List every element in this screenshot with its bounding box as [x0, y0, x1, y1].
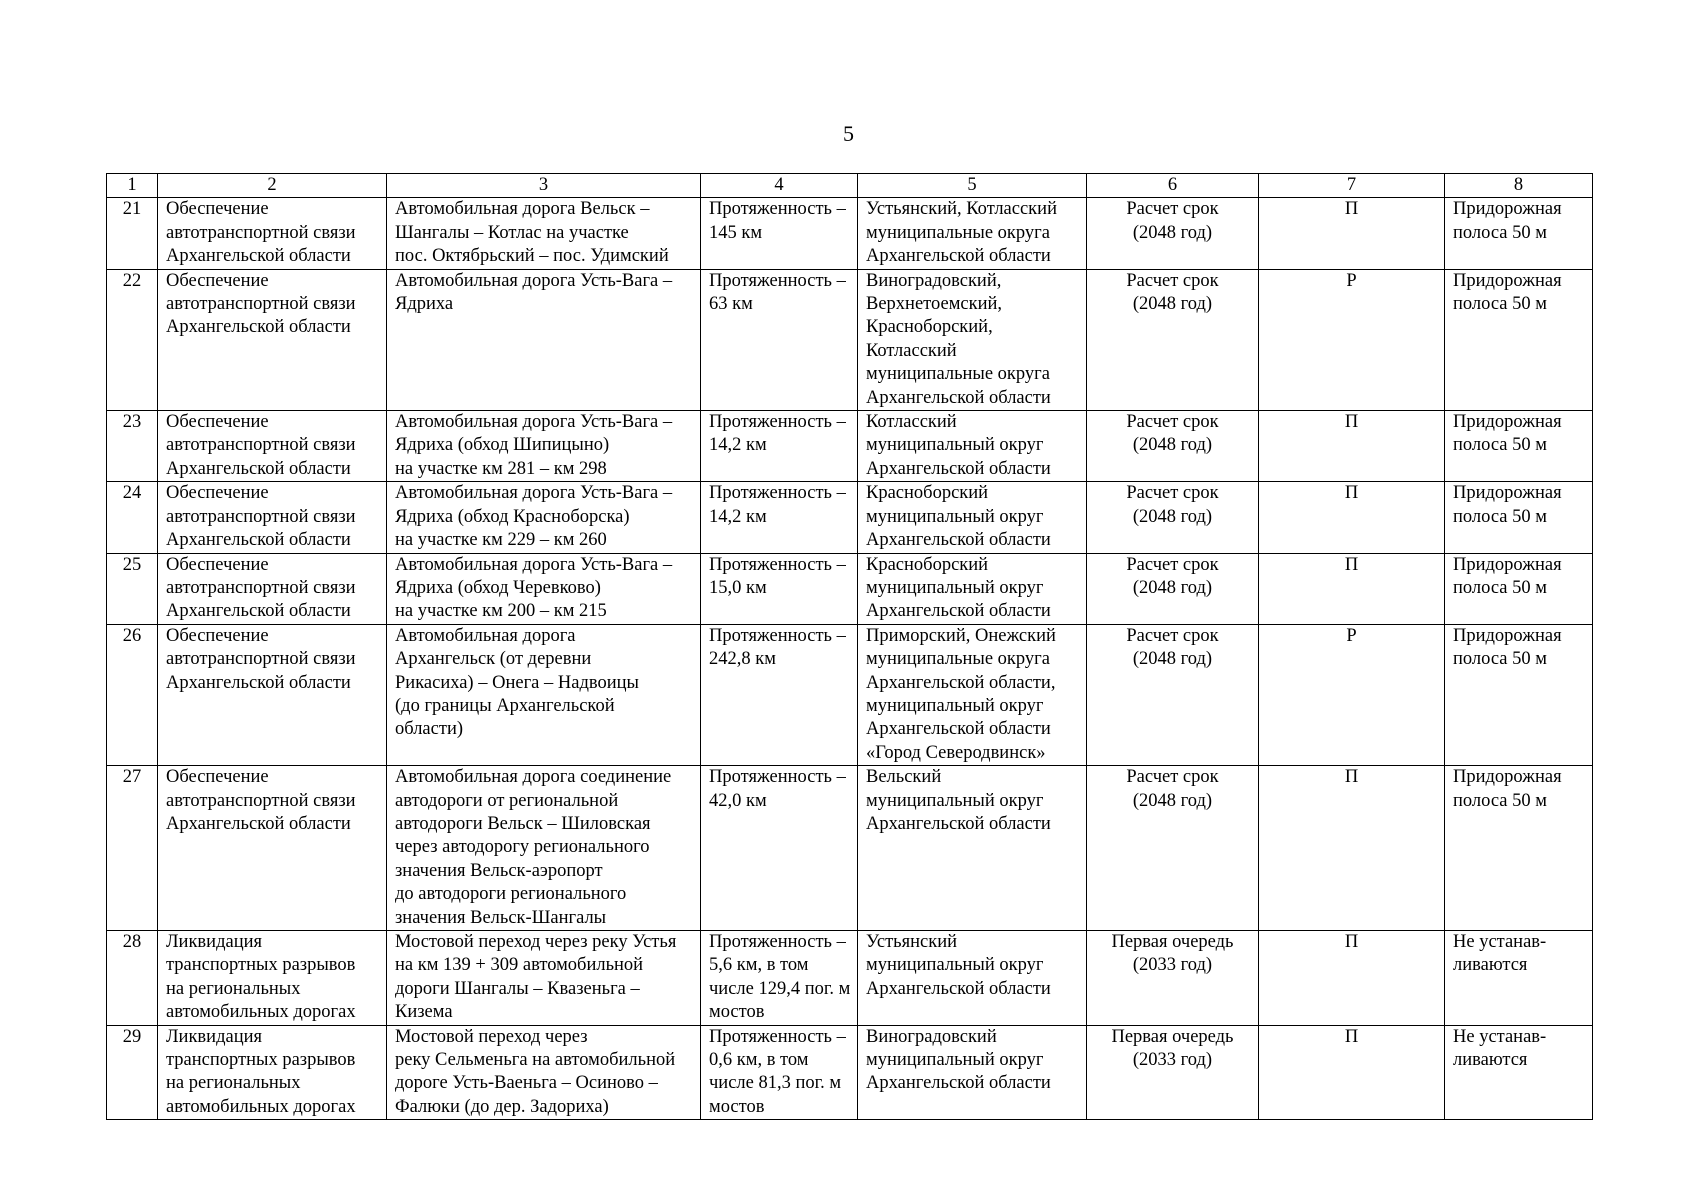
- object-cell: [387, 482, 701, 553]
- location-cell: [858, 269, 1087, 410]
- cell-line: автотранспортной связи: [166, 790, 356, 811]
- cell-line: Виноградовский,: [866, 270, 1002, 291]
- cell-line: Не устанав-: [1453, 1026, 1547, 1047]
- cell-line: Расчет срок: [1126, 412, 1219, 433]
- cell-line: (2048 год): [1132, 577, 1213, 598]
- cell-line: автодороги Вельск – Шиловская: [395, 813, 651, 834]
- status-cell: П: [1259, 198, 1445, 269]
- cell-line: на региональных: [166, 1073, 301, 1094]
- cell-line: Архангельской области: [866, 246, 1051, 267]
- cell-line: Автомобильная дорога соединение: [395, 767, 672, 788]
- cell-line: Ликвидация: [166, 1026, 263, 1047]
- table-row: [107, 931, 1593, 1026]
- cell-line: на участке км 229 – км 260: [395, 530, 607, 551]
- status-cell: П: [1259, 482, 1445, 553]
- cell-line: Протяженность –: [709, 483, 846, 504]
- cell-line: автомобильных дорогах: [166, 1096, 356, 1117]
- zone-cell: [1445, 1025, 1593, 1120]
- column-header: 3: [387, 174, 701, 198]
- cell-line: области): [395, 719, 464, 740]
- cell-line: Архангельской области: [866, 978, 1051, 999]
- cell-line: Архангельской области: [166, 813, 351, 834]
- row-number-cell: 26: [107, 624, 158, 765]
- cell-line: (2048 год): [1132, 435, 1213, 456]
- cell-line: Протяженность –: [709, 199, 846, 220]
- cell-line: Виноградовский: [866, 1026, 997, 1047]
- cell-line: пос. Октябрьский – пос. Удимский: [395, 246, 669, 267]
- cell-line: мостов: [709, 1002, 765, 1023]
- infrastructure-table: [106, 173, 1593, 1120]
- characteristics-cell: [701, 482, 858, 553]
- cell-line: автотранспортной связи: [166, 294, 356, 315]
- cell-line: дороги Шангалы – Квазеньга –: [395, 978, 640, 999]
- cell-line: Верхнетоемский,: [866, 294, 1003, 315]
- cell-line: Придорожная: [1453, 199, 1562, 220]
- object-cell: [387, 269, 701, 410]
- cell-line: Обеспечение: [166, 483, 269, 504]
- cell-line: Архангельской области: [866, 719, 1051, 740]
- cell-line: Ядриха (обход Красноборска): [395, 506, 630, 527]
- cell-line: Первая очередь: [1111, 1026, 1234, 1047]
- status-cell: П: [1259, 1025, 1445, 1120]
- table-row: [107, 624, 1593, 765]
- cell-line: Протяженность –: [709, 767, 846, 788]
- cell-line: мостов: [709, 1096, 765, 1117]
- cell-line: Архангельской области: [866, 813, 1051, 834]
- cell-line: Обеспечение: [166, 412, 269, 433]
- cell-line: Архангельской области: [866, 387, 1051, 408]
- column-header: 8: [1445, 174, 1593, 198]
- cell-line: Обеспечение: [166, 767, 269, 788]
- term-cell: [1087, 1025, 1259, 1120]
- object-cell: [387, 1025, 701, 1120]
- cell-line: Автомобильная дорога Усть-Вага –: [395, 412, 673, 433]
- cell-line: автотранспортной связи: [166, 222, 356, 243]
- table-row: [107, 198, 1593, 269]
- column-header: 2: [158, 174, 387, 198]
- cell-line: значения Вельск-аэропорт: [395, 860, 603, 881]
- status-cell: П: [1259, 931, 1445, 1026]
- zone-cell: [1445, 269, 1593, 410]
- cell-line: Архангельской области: [866, 601, 1051, 622]
- cell-line: (2048 год): [1132, 649, 1213, 670]
- column-header: 7: [1259, 174, 1445, 198]
- cell-line: автотранспортной связи: [166, 577, 356, 598]
- term-cell: [1087, 624, 1259, 765]
- cell-line: Архангельск (от деревни: [395, 649, 592, 670]
- zone-cell: [1445, 766, 1593, 931]
- characteristics-cell: [701, 931, 858, 1026]
- cell-line: Автомобильная дорога: [395, 625, 576, 646]
- cell-line: дороге Усть-Ваеньга – Осиново –: [395, 1073, 658, 1094]
- zone-cell: [1445, 931, 1593, 1026]
- cell-line: 14,2 км: [709, 435, 767, 456]
- cell-line: 63 км: [709, 294, 753, 315]
- cell-line: полоса 50 м: [1453, 222, 1547, 243]
- cell-line: до автодороги регионального: [395, 884, 627, 905]
- status-cell: Р: [1259, 624, 1445, 765]
- cell-line: Первая очередь: [1111, 932, 1234, 952]
- cell-line: полоса 50 м: [1453, 790, 1547, 811]
- cell-line: автомобильных дорогах: [166, 1002, 356, 1023]
- cell-line: Обеспечение: [166, 270, 269, 291]
- row-number-cell: 23: [107, 411, 158, 482]
- cell-line: Расчет срок: [1126, 483, 1219, 504]
- zone-cell: [1445, 411, 1593, 482]
- cell-line: числе 129,4 пог. м: [709, 978, 851, 999]
- zone-cell: [1445, 482, 1593, 553]
- cell-line: автотранспортной связи: [166, 435, 356, 456]
- cell-line: Обеспечение: [166, 199, 269, 220]
- cell-line: Ликвидация: [166, 932, 263, 952]
- cell-line: муниципальный округ: [866, 695, 1044, 716]
- cell-line: полоса 50 м: [1453, 649, 1547, 670]
- row-number-cell: 27: [107, 766, 158, 931]
- cell-line: Не устанав-: [1453, 932, 1547, 952]
- cell-line: транспортных разрывов: [166, 955, 356, 976]
- object-cell: [387, 624, 701, 765]
- cell-line: муниципальный округ: [866, 955, 1044, 976]
- table-row: [107, 269, 1593, 410]
- purpose-cell: [158, 411, 387, 482]
- cell-line: Кизема: [395, 1002, 453, 1023]
- column-header: 6: [1087, 174, 1259, 198]
- status-cell: П: [1259, 766, 1445, 931]
- zone-cell: [1445, 624, 1593, 765]
- cell-line: Архангельской области: [166, 601, 351, 622]
- cell-line: Автомобильная дорога Усть-Вага –: [395, 270, 673, 291]
- table-row: [107, 482, 1593, 553]
- cell-line: Мостовой переход через: [395, 1026, 588, 1047]
- purpose-cell: [158, 269, 387, 410]
- column-header: 1: [107, 174, 158, 198]
- cell-line: (до границы Архангельской: [395, 695, 615, 716]
- cell-line: Вельский: [866, 767, 942, 788]
- cell-line: Архангельской области: [866, 1073, 1051, 1094]
- purpose-cell: [158, 553, 387, 624]
- object-cell: [387, 931, 701, 1026]
- cell-line: Обеспечение: [166, 625, 269, 646]
- location-cell: [858, 553, 1087, 624]
- cell-line: Ядриха (обход Шипицыно): [395, 435, 610, 456]
- cell-line: Автомобильная дорога Усть-Вага –: [395, 554, 673, 575]
- table-row: [107, 553, 1593, 624]
- cell-line: муниципальный округ: [866, 790, 1044, 811]
- characteristics-cell: [701, 269, 858, 410]
- cell-line: автодороги от региональной: [395, 790, 619, 811]
- cell-line: ливаются: [1453, 1050, 1528, 1071]
- cell-line: 145 км: [709, 222, 763, 243]
- cell-line: реку Сельменьга на автомобильной: [395, 1050, 676, 1071]
- cell-line: 5,6 км, в том: [709, 955, 809, 976]
- cell-line: Автомобильная дорога Вельск –: [395, 199, 650, 220]
- location-cell: [858, 766, 1087, 931]
- status-cell: П: [1259, 411, 1445, 482]
- cell-line: Красноборский: [866, 483, 989, 504]
- row-number-cell: 25: [107, 553, 158, 624]
- object-cell: [387, 411, 701, 482]
- cell-line: Придорожная: [1453, 483, 1562, 504]
- cell-line: через автодорогу регионального: [395, 837, 650, 858]
- row-number-cell: 22: [107, 269, 158, 410]
- cell-line: Протяженность –: [709, 412, 846, 433]
- row-number-cell: 29: [107, 1025, 158, 1120]
- cell-line: ливаются: [1453, 955, 1528, 976]
- table-body: [107, 198, 1593, 1120]
- cell-line: (2048 год): [1132, 222, 1213, 243]
- cell-line: муниципальные округа: [866, 364, 1050, 385]
- term-cell: [1087, 198, 1259, 269]
- cell-line: Протяженность –: [709, 270, 846, 291]
- cell-line: Архангельской области: [866, 530, 1051, 551]
- purpose-cell: [158, 624, 387, 765]
- table-row: [107, 411, 1593, 482]
- term-cell: [1087, 411, 1259, 482]
- purpose-cell: [158, 931, 387, 1026]
- cell-line: транспортных разрывов: [166, 1050, 356, 1071]
- location-cell: [858, 931, 1087, 1026]
- cell-line: (2033 год): [1132, 955, 1213, 976]
- zone-cell: [1445, 553, 1593, 624]
- cell-line: Автомобильная дорога Усть-Вага –: [395, 483, 673, 504]
- cell-line: Архангельской области: [166, 530, 351, 551]
- purpose-cell: [158, 198, 387, 269]
- cell-line: Обеспечение: [166, 554, 269, 575]
- cell-line: муниципальный округ: [866, 506, 1044, 527]
- cell-line: Котласский: [866, 412, 957, 433]
- cell-line: Архангельской области,: [866, 672, 1056, 693]
- cell-line: 42,0 км: [709, 790, 767, 811]
- cell-line: полоса 50 м: [1453, 506, 1547, 527]
- cell-line: полоса 50 м: [1453, 577, 1547, 598]
- table-row: [107, 1025, 1593, 1120]
- cell-line: (2048 год): [1132, 790, 1213, 811]
- characteristics-cell: [701, 411, 858, 482]
- characteristics-cell: [701, 624, 858, 765]
- purpose-cell: [158, 482, 387, 553]
- characteristics-cell: [701, 198, 858, 269]
- cell-line: на участке км 281 – км 298: [395, 458, 607, 479]
- row-number-cell: 24: [107, 482, 158, 553]
- cell-line: Придорожная: [1453, 767, 1562, 788]
- cell-line: Протяженность –: [709, 625, 846, 646]
- cell-line: муниципальный округ: [866, 1050, 1044, 1071]
- term-cell: [1087, 482, 1259, 553]
- zone-cell: [1445, 198, 1593, 269]
- cell-line: Ядриха: [395, 294, 454, 315]
- cell-line: на км 139 + 309 автомобильной: [395, 955, 644, 976]
- cell-line: числе 81,3 пог. м: [709, 1073, 842, 1094]
- location-cell: [858, 198, 1087, 269]
- term-cell: [1087, 269, 1259, 410]
- cell-line: Архангельской области: [166, 317, 351, 338]
- object-cell: [387, 766, 701, 931]
- cell-line: Мостовой переход через реку Устья: [395, 932, 677, 952]
- column-header: 5: [858, 174, 1087, 198]
- table-row: [107, 766, 1593, 931]
- cell-line: «Город Северодвинск»: [866, 742, 1046, 763]
- cell-line: (2048 год): [1132, 294, 1213, 315]
- cell-line: полоса 50 м: [1453, 294, 1547, 315]
- cell-line: Расчет срок: [1126, 554, 1219, 575]
- cell-line: муниципальный округ: [866, 577, 1044, 598]
- cell-line: Придорожная: [1453, 412, 1562, 433]
- cell-line: Расчет срок: [1126, 270, 1219, 291]
- cell-line: Придорожная: [1453, 270, 1562, 291]
- row-number-cell: 21: [107, 198, 158, 269]
- row-number-cell: 28: [107, 931, 158, 1026]
- cell-line: Архангельской области: [866, 458, 1051, 479]
- cell-line: полоса 50 м: [1453, 435, 1547, 456]
- cell-line: автотранспортной связи: [166, 506, 356, 527]
- cell-line: Красноборский: [866, 554, 989, 575]
- cell-line: Устьянский, Котласский: [866, 199, 1057, 220]
- cell-line: Расчет срок: [1126, 199, 1219, 220]
- cell-line: Придорожная: [1453, 625, 1562, 646]
- column-header: 4: [701, 174, 858, 198]
- location-cell: [858, 1025, 1087, 1120]
- page-number: 5: [843, 121, 854, 146]
- cell-line: Расчет срок: [1126, 767, 1219, 788]
- cell-line: на участке км 200 – км 215: [395, 601, 607, 622]
- cell-line: Красноборский,: [866, 317, 993, 338]
- cell-line: значения Вельск-Шангалы: [395, 907, 607, 928]
- characteristics-cell: [701, 766, 858, 931]
- object-cell: [387, 553, 701, 624]
- cell-line: муниципальные округа: [866, 222, 1050, 243]
- cell-line: 15,0 км: [709, 577, 767, 598]
- cell-line: (2048 год): [1132, 506, 1213, 527]
- characteristics-cell: [701, 553, 858, 624]
- cell-line: Устьянский: [866, 932, 958, 952]
- header-row: [107, 174, 1593, 198]
- location-cell: [858, 411, 1087, 482]
- cell-line: Котласский: [866, 340, 957, 361]
- term-cell: [1087, 766, 1259, 931]
- term-cell: [1087, 931, 1259, 1026]
- location-cell: [858, 482, 1087, 553]
- cell-line: Ядриха (обход Черевково): [395, 577, 601, 598]
- status-cell: Р: [1259, 269, 1445, 410]
- cell-line: Протяженность –: [709, 554, 846, 575]
- cell-line: Приморский, Онежский: [866, 625, 1056, 646]
- purpose-cell: [158, 1025, 387, 1120]
- cell-line: Протяженность –: [709, 1026, 846, 1047]
- cell-line: Архангельской области: [166, 458, 351, 479]
- cell-line: Шангалы – Котлас на участке: [395, 222, 629, 243]
- cell-line: (2033 год): [1132, 1050, 1213, 1071]
- cell-line: 0,6 км, в том: [709, 1050, 809, 1071]
- cell-line: Расчет срок: [1126, 625, 1219, 646]
- cell-line: Архангельской области: [166, 246, 351, 267]
- cell-line: Фалюки (до дер. Задориха): [395, 1096, 609, 1117]
- purpose-cell: [158, 766, 387, 931]
- cell-line: 14,2 км: [709, 506, 767, 527]
- cell-line: Протяженность –: [709, 932, 846, 952]
- characteristics-cell: [701, 1025, 858, 1120]
- object-cell: [387, 198, 701, 269]
- cell-line: 242,8 км: [709, 649, 776, 670]
- cell-line: на региональных: [166, 978, 301, 999]
- cell-line: муниципальный округ: [866, 435, 1044, 456]
- cell-line: Придорожная: [1453, 554, 1562, 575]
- cell-line: муниципальные округа: [866, 649, 1050, 670]
- status-cell: П: [1259, 553, 1445, 624]
- cell-line: Архангельской области: [166, 672, 351, 693]
- location-cell: [858, 624, 1087, 765]
- cell-line: Рикасиха) – Онега – Надвоицы: [395, 672, 639, 693]
- term-cell: [1087, 553, 1259, 624]
- cell-line: автотранспортной связи: [166, 649, 356, 670]
